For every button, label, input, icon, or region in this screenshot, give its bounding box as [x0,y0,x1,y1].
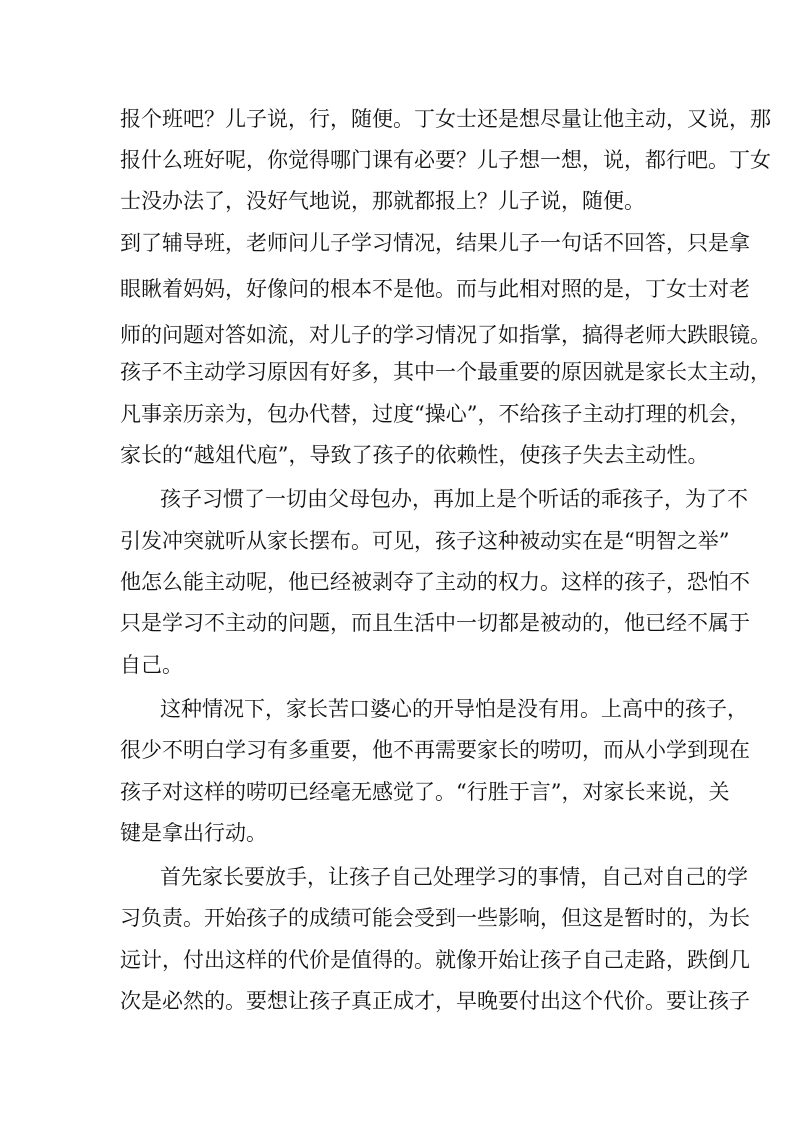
text-line: 师的问题对答如流，对儿子的学习情况了如指掌，搞得老师大跌眼镜。 [120,323,771,347]
text-line: 首先家长要放手，让孩子自己处理学习的事情，自己对自己的学 [160,865,748,889]
text-line: 他怎么能主动呢，他已经被剥夺了主动的权力。这样的孩子，恐怕不 [120,570,750,594]
text-line: 眼瞅着妈妈，好像问的根本不是他。而与此相对照的是，丁女士对老 [120,277,750,301]
text-line: 习负责。开始孩子的成绩可能会受到一些影响，但这是暂时的，为长 [120,906,750,930]
text-line: 到了辅导班，老师问儿子学习情况，结果儿子一句话不回答，只是拿 [120,231,750,255]
text-line: 自己。 [120,653,183,677]
text-line: 键是拿出行动。 [120,821,267,845]
text-line: 远计，付出这样的代价是值得的。就像开始让孩子自己走路，跌倒几 [120,948,750,972]
text-line: 凡事亲历亲为，包办代替，过度“操心”，不给孩子主动打理的机会， [120,402,751,426]
text-line: 孩子对这样的唠叨已经毫无感觉了。“行胜于言”，对家长来说，关 [120,780,730,804]
text-line: 引发冲突就听从家长摆布。可见，孩子这种被动实在是“明智之举” [120,529,730,553]
text-line: 很少不明白学习有多重要，他不再需要家长的唠叨，而从小学到现在 [120,738,750,762]
text-line: 家长的“越俎代庖”，导致了孩子的依赖性，使孩子失去主动性。 [120,443,709,467]
text-line: 孩子不主动学习原因有好多，其中一个最重要的原因就是家长太主动， [120,360,771,384]
text-line: 这种情况下，家长苦口婆心的开导怕是没有用。上高中的孩子， [160,697,748,721]
text-line: 次是必然的。要想让孩子真正成才，早晚要付出这个代价。要让孩子 [120,989,750,1013]
text-line: 只是学习不主动的问题，而且生活中一切都是被动的，他已经不属于 [120,611,750,635]
text-line: 孩子习惯了一切由父母包办，再加上是个听话的乖孩子，为了不 [160,487,748,511]
text-line: 士没办法了，没好气地说，那就都报上？儿子说，随便。 [120,189,645,213]
text-line: 报个班吧？儿子说，行，随便。丁女士还是想尽量让他主动，又说，那 [120,107,771,131]
text-line: 报什么班好呢，你觉得哪门课有必要？儿子想一想，说，都行吧。丁女 [120,148,771,172]
